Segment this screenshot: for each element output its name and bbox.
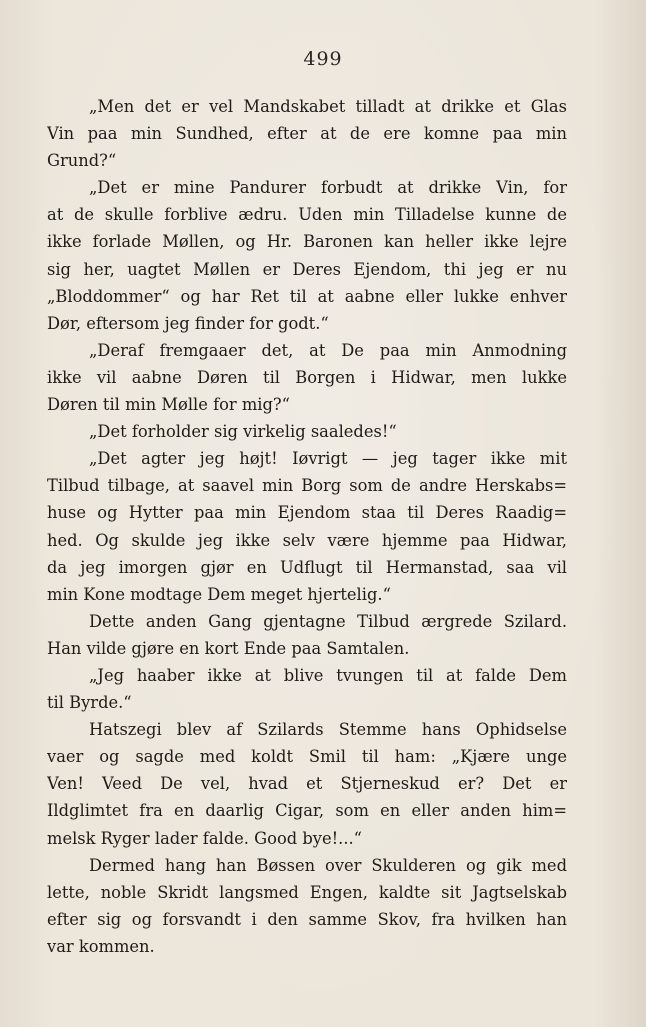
text-line: huse og Hytter paa min Ejendom staa til Deres Raadig= <box>47 503 567 523</box>
text-line: da jeg imorgen gjør en Udflugt til Hermanstad, saa vil <box>47 557 567 577</box>
text-line: Dermed hang han Bøssen over Skulderen og gik med <box>89 855 567 875</box>
text-line: Dør, eftersom jeg finder for godt.“ <box>47 313 329 333</box>
text-line: Vin paa min Sundhed, efter at de ere komne paa min <box>47 124 567 144</box>
text-line: vaer og sagde med koldt Smil til ham: „Kjære unge <box>47 747 567 767</box>
text-line: hed. Og skulde jeg ikke selv være hjemme paa Hidwar, <box>47 530 567 550</box>
text-line: efter sig og forsvandt i den samme Skov, fra hvilken han <box>47 909 567 929</box>
text-line: sig her, uagtet Møllen er Deres Ejendom, thi jeg er nu <box>47 259 567 279</box>
text-line: „Men det er vel Mandskabet tilladt at drikke et Glas <box>89 97 567 116</box>
text-line: var kommen. <box>47 936 155 956</box>
text-line: Han vilde gjøre en kort Ende paa Samtalen. <box>47 638 410 658</box>
text-line: „Jeg haaber ikke at blive tvungen til at falde Dem <box>89 665 567 685</box>
text-line: Ildglimtet fra en daarlig Cigar, som en eller anden him= <box>47 801 567 821</box>
text-line: min Kone modtage Dem meget hjertelig.“ <box>47 584 391 604</box>
text-line: til Byrde.“ <box>47 693 132 713</box>
text-line: Ven! Veed De vel, hvad et Stjerneskud er? Det er <box>47 774 567 794</box>
text-line: „Det er mine Pandurer forbudt at drikke Vin, for <box>89 178 567 198</box>
text-line: „Bloddommer“ og har Ret til at aabne eller lukke enhver <box>47 286 567 306</box>
text-line: Grund?“ <box>47 151 117 171</box>
text-line: „Deraf fremgaaer det, at De paa min Anmodning <box>89 340 567 360</box>
text-line: melsk Ryger lader falde. Good bye!...“ <box>47 828 362 848</box>
text-line: ikke vil aabne Døren til Borgen i Hidwar, men lukke <box>47 367 567 387</box>
text-line: Dette anden Gang gjentagne Tilbud ærgrede Szilard. <box>89 611 567 631</box>
body-text <box>47 93 567 960</box>
text-line: ikke forlade Møllen, og Hr. Baronen kan heller ikke lejre <box>47 232 567 252</box>
text-line: Døren til min Mølle for mig?“ <box>47 395 290 415</box>
text-line: „Det forholder sig virkelig saaledes!“ <box>89 422 397 442</box>
page-number: 499 <box>303 48 343 70</box>
text-line: lette, noble Skridt langsmed Engen, kaldte sit Jagtselskab <box>47 882 567 902</box>
text-line: „Det agter jeg højt! Iøvrigt — jeg tager ikke mit <box>89 449 567 469</box>
text-line: at de skulle forblive ædru. Uden min Tilladelse kunne de <box>47 205 567 225</box>
text-line: Hatszegi blev af Szilards Stemme hans Ophidselse <box>89 720 567 740</box>
text-line: Tilbud tilbage, at saavel min Borg som de andre Herskabs= <box>47 476 567 496</box>
